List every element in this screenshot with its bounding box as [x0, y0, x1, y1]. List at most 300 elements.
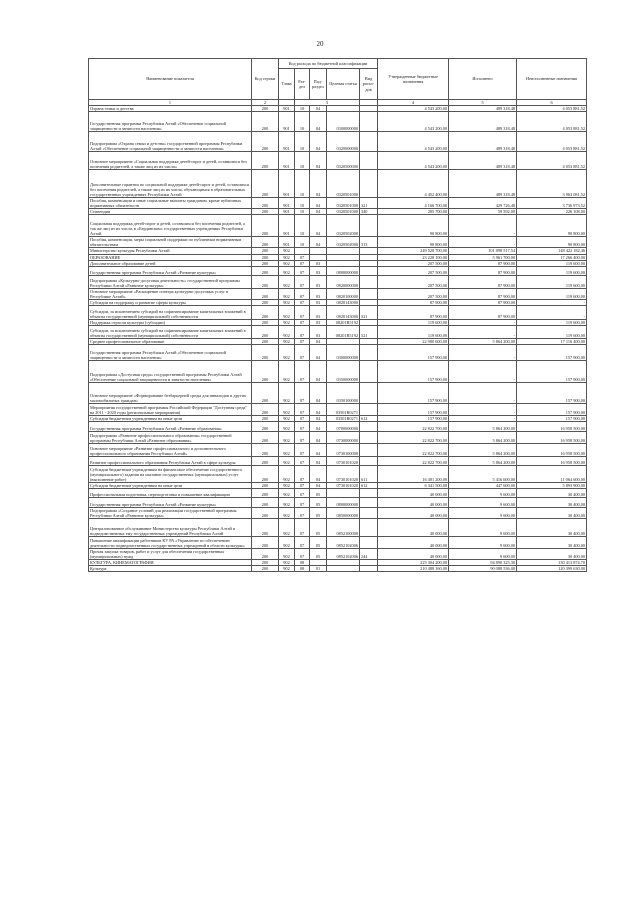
row-vid: [360, 152, 378, 170]
row-razdel: 07: [295, 483, 310, 489]
table-row: [89, 152, 587, 170]
table-row: [89, 537, 587, 549]
row-executed: 489 318,48: [449, 106, 517, 112]
row-vid: [360, 275, 378, 288]
row-podrazdel: 04: [310, 457, 327, 466]
row-executed: -: [449, 325, 517, 338]
row-glava: 902: [279, 248, 295, 254]
row-glava: 902: [279, 360, 295, 382]
row-name: Подпрограмма «Охрана семьи и детства» государственной программы Республики Алтай «Обеспечение социальной защищенности и занятости населения»: [89, 132, 252, 152]
row-podrazdel: 01: [310, 566, 327, 572]
row-target: 0730100000: [327, 444, 360, 457]
row-vid: 340: [360, 209, 378, 215]
row-razdel: 07: [295, 254, 310, 260]
row-vid: 612: [360, 415, 378, 421]
row-unexecuted: 11 064 600,00: [517, 466, 587, 483]
row-glava: 902: [279, 457, 295, 466]
row-glava: 902: [279, 415, 295, 421]
index-cell: 6: [517, 100, 587, 106]
row-name: Субсидии бюджетным учреждениям на иные цели: [89, 483, 252, 489]
row-glava: 902: [279, 498, 295, 508]
row-unexecuted: 30 400,00: [517, 537, 587, 549]
row-executed: 87 900,00: [449, 288, 517, 299]
budget-table: [88, 58, 587, 572]
row-code: 200: [252, 275, 279, 288]
table-row: [89, 132, 587, 152]
row-name: Основное мероприятие «Социальная поддержка детей-сирот и детей, оставшихся без попечения родителей, а также лиц из их числа»: [89, 152, 252, 170]
header-glava: Глава: [279, 69, 295, 100]
table-row: [89, 566, 587, 572]
row-name: Субсидии бюджетным учреждениям на финансовое обеспечение государственного (муниципального) задания на оказание государственных (муниципальных) услуг (выполнение работ): [89, 466, 252, 483]
row-podrazdel: 03: [310, 299, 327, 305]
row-unexecuted: 157 900,00: [517, 360, 587, 382]
row-name: Основное мероприятие «Формирование безбарьерной среды для инвалидов и других маломобильных граждан»: [89, 382, 252, 403]
row-razdel: 07: [295, 432, 310, 444]
row-name: Среднее профессиональное образование: [89, 338, 252, 344]
row-vid: [360, 360, 378, 382]
row-podrazdel: 04: [310, 209, 327, 215]
row-name: Прочая закупка товаров, работ и услуг для обеспечения государственных (муниципальных) нужд: [89, 549, 252, 560]
row-vid: [360, 132, 378, 152]
row-glava: 902: [279, 537, 295, 549]
row-razdel: 07: [295, 360, 310, 382]
row-executed: 87 900,00: [449, 275, 517, 288]
row-vid: [360, 215, 378, 237]
row-unexecuted: 148 422 182,46: [517, 248, 587, 254]
row-glava: 901: [279, 215, 295, 237]
table-row: [89, 198, 587, 209]
row-glava: 902: [279, 288, 295, 299]
row-vid: 612: [360, 483, 378, 489]
row-glava: 902: [279, 305, 295, 319]
row-approved: 207 500,00: [378, 266, 449, 275]
row-razdel: 10: [295, 209, 310, 215]
row-vid: [360, 444, 378, 457]
row-podrazdel: 04: [310, 483, 327, 489]
row-razdel: 10: [295, 237, 310, 248]
row-target: 0320502000: [327, 237, 360, 248]
row-podrazdel: 04: [310, 432, 327, 444]
row-code: 200: [252, 237, 279, 248]
row-name: Социальная поддержка детей-сирот и детей, оставшихся без попечения родителей, а так же лиц из их числа, в «Бердянском» государственных учреждениях Республики Алтай: [89, 215, 252, 237]
row-approved: 22 822 700,00: [378, 422, 449, 432]
row-code: 200: [252, 560, 279, 566]
row-podrazdel: 03: [310, 288, 327, 299]
row-name: Подпрограмма «Культурно-досуговая деятельность» государственной программы Республики Алтай «Развитие культуры»: [89, 275, 252, 288]
row-target: 0820100000: [327, 288, 360, 299]
row-target: 0730101020: [327, 466, 360, 483]
row-approved: 90 800,00: [378, 215, 449, 237]
row-target: 0800000000: [327, 266, 360, 275]
row-approved: 87 900,00: [378, 305, 449, 319]
row-code: 200: [252, 344, 279, 360]
row-code: 200: [252, 537, 279, 549]
table-row: [89, 266, 587, 275]
index-cell: 4: [378, 100, 449, 106]
row-name: Подпрограмма «Развитие профессионального образования» государственной программы Республики Алтай «Развитие образования»: [89, 432, 252, 444]
row-approved: 4 166 700,00: [378, 198, 449, 209]
row-name: Государственная программа Республики Алтай «Обеспечение социальной защищенности и занятости населения»: [89, 112, 252, 132]
row-vid: 521: [360, 305, 378, 319]
row-unexecuted: 119 600,00: [517, 325, 587, 338]
row-unexecuted: 90 800,00: [517, 215, 587, 237]
row-code: 200: [252, 152, 279, 170]
row-vid: 611: [360, 466, 378, 483]
row-code: 200: [252, 519, 279, 537]
row-glava: 901: [279, 132, 295, 152]
table-row: [89, 403, 587, 415]
row-target: 03501R0271: [327, 403, 360, 415]
row-name: Развитие профессионального образования Республики Алтай в сфере культуры: [89, 457, 252, 466]
row-unexecuted: 30 400,00: [517, 549, 587, 560]
row-unexecuted: 119 600,00: [517, 266, 587, 275]
row-executed: -: [449, 415, 517, 421]
row-approved: 4 543 200,00: [378, 106, 449, 112]
row-name: Пособия, компенсации, меры социальной поддержки по публичным нормативным обязательствам: [89, 237, 252, 248]
row-glava: 902: [279, 299, 295, 305]
table-row: [89, 432, 587, 444]
row-target: 0350000000: [327, 360, 360, 382]
row-approved: 22 822 700,00: [378, 457, 449, 466]
row-executed: 447 600,00: [449, 483, 517, 489]
row-approved: 157 900,00: [378, 415, 449, 421]
row-podrazdel: 04: [310, 338, 327, 344]
table-row: [89, 457, 587, 466]
row-name: Культура: [89, 566, 252, 572]
row-vid: [360, 498, 378, 508]
row-target: 0820000000: [327, 275, 360, 288]
row-unexecuted: 4 053 881,52: [517, 112, 587, 132]
row-glava: 902: [279, 444, 295, 457]
table-row: [89, 489, 587, 498]
row-name: Государственная программа Республики Алтай «Развитие образования»: [89, 422, 252, 432]
table-row: [89, 275, 587, 288]
row-name: Мероприятия государственной программы Российской Федерации "Доступная среда" на 2011 - 2020 годы (региональные мероприятия): [89, 403, 252, 415]
header-target: Целевая статья: [327, 69, 360, 100]
table-row: [89, 344, 587, 360]
row-unexecuted: 157 900,00: [517, 382, 587, 403]
row-podrazdel: 04: [310, 132, 327, 152]
row-unexecuted: 5 893 900,00: [517, 483, 587, 489]
row-razdel: 07: [295, 382, 310, 403]
row-approved: 16 481 200,00: [378, 466, 449, 483]
row-glava: 901: [279, 112, 295, 132]
row-name: Повышение квалификации работников КУ РА «Управление по обеспечению деятельности подведомственных государственных учреждений в области культуры»: [89, 537, 252, 549]
row-vid: [360, 266, 378, 275]
table-row: [89, 466, 587, 483]
row-code: 200: [252, 566, 279, 572]
table-row: [89, 360, 587, 382]
row-unexecuted: 4 053 881,52: [517, 132, 587, 152]
row-podrazdel: 05: [310, 537, 327, 549]
row-code: 200: [252, 132, 279, 152]
row-executed: 5 864 200,00: [449, 457, 517, 466]
row-target: 0820143000: [327, 305, 360, 319]
row-executed: 489 318,48: [449, 132, 517, 152]
row-target: 0300000000: [327, 112, 360, 132]
row-podrazdel: 04: [310, 112, 327, 132]
row-unexecuted: -: [517, 299, 587, 305]
page-number: 20: [316, 40, 324, 48]
row-approved: 40 000,00: [378, 489, 449, 498]
row-executed: 489 318,48: [449, 170, 517, 198]
row-code: 200: [252, 170, 279, 198]
row-unexecuted: -: [517, 305, 587, 319]
row-executed: 9 600,00: [449, 537, 517, 549]
row-approved: 210 488 160,00: [378, 566, 449, 572]
row-code: 200: [252, 483, 279, 489]
row-glava: 902: [279, 466, 295, 483]
row-name: Подпрограмма «Доступная среда» государственной программы Республики Алтай «Обеспечение социальной защищенности и занятости населения»: [89, 360, 252, 382]
row-approved: 157 900,00: [378, 360, 449, 382]
row-target: 0700000000: [327, 422, 360, 432]
row-target: 0852102006: [327, 537, 360, 549]
row-glava: 901: [279, 237, 295, 248]
row-name: Пособия, компенсации и иные социальные выплаты гражданам, кроме публичных нормативных обязательств: [89, 198, 252, 209]
row-approved: 4 543 200,00: [378, 112, 449, 132]
row-name: Субсидии, за исключением субсидий на софинансирование капитальных вложений в объекты государственной (муниципальной) собственности: [89, 305, 252, 319]
row-target: 0300000000: [327, 344, 360, 360]
row-razdel: 07: [295, 275, 310, 288]
row-code: 200: [252, 106, 279, 112]
table-row: [89, 299, 587, 305]
row-razdel: 08: [295, 560, 310, 566]
row-glava: 902: [279, 254, 295, 260]
row-code: 200: [252, 432, 279, 444]
row-glava: 902: [279, 560, 295, 566]
row-executed: -: [449, 237, 517, 248]
row-executed: 5 864 200,00: [449, 338, 517, 344]
row-target: 0320501000: [327, 170, 360, 198]
row-vid: [360, 519, 378, 537]
row-approved: 4 543 200,00: [378, 152, 449, 170]
row-glava: 902: [279, 403, 295, 415]
row-unexecuted: 16 958 500,00: [517, 444, 587, 457]
row-code: 200: [252, 254, 279, 260]
row-name: Профессиональная подготовка, переподготовка и повышение квалификации: [89, 489, 252, 498]
row-executed: 87 900,00: [449, 266, 517, 275]
row-razdel: 07: [295, 299, 310, 305]
row-target: 03501R0271: [327, 415, 360, 421]
row-razdel: 07: [295, 325, 310, 338]
row-code: 200: [252, 489, 279, 498]
row-vid: [360, 403, 378, 415]
row-razdel: 10: [295, 198, 310, 209]
row-name: Стипендии: [89, 209, 252, 215]
row-executed: 5 961 700,00: [449, 254, 517, 260]
row-target: 0320502000: [327, 215, 360, 237]
index-cell: 5: [449, 100, 517, 106]
header-executed: Исполнено: [449, 59, 517, 100]
row-unexecuted: 4 053 881,52: [517, 152, 587, 170]
row-approved: 157 900,00: [378, 344, 449, 360]
row-unexecuted: 119 600,00: [517, 288, 587, 299]
row-code: 200: [252, 215, 279, 237]
row-vid: 521: [360, 325, 378, 338]
row-unexecuted: 119 600,00: [517, 260, 587, 266]
row-unexecuted: 157 900,00: [517, 344, 587, 360]
row-vid: 321: [360, 198, 378, 209]
row-glava: 901: [279, 198, 295, 209]
row-approved: 40 000,00: [378, 549, 449, 560]
row-name: Министерство культуры Республики Алтай: [89, 248, 252, 254]
row-name: Субсидии бюджетным учреждениям на иные цели: [89, 415, 252, 421]
row-executed: 87 900,00: [449, 260, 517, 266]
row-executed: -: [449, 344, 517, 360]
row-glava: 902: [279, 508, 295, 519]
row-unexecuted: 17 116 400,00: [517, 338, 587, 344]
row-glava: 902: [279, 344, 295, 360]
row-approved: 4 452 400,00: [378, 170, 449, 198]
row-razdel: 10: [295, 152, 310, 170]
row-podrazdel: 04: [310, 152, 327, 170]
row-glava: 902: [279, 549, 295, 560]
row-executed: 5 864 200,00: [449, 432, 517, 444]
row-vid: 313: [360, 237, 378, 248]
row-executed: 429 726,48: [449, 198, 517, 209]
row-vid: [360, 432, 378, 444]
row-approved: 207 500,00: [378, 260, 449, 266]
row-podrazdel: 04: [310, 215, 327, 237]
row-target: 08201R5192: [327, 325, 360, 338]
row-glava: 902: [279, 382, 295, 403]
row-unexecuted: 16 958 500,00: [517, 422, 587, 432]
row-podrazdel: 04: [310, 466, 327, 483]
row-podrazdel: 05: [310, 519, 327, 537]
row-glava: 902: [279, 319, 295, 325]
row-podrazdel: 04: [310, 444, 327, 457]
table-row: [89, 325, 587, 338]
row-target: 08201R5192: [327, 319, 360, 325]
row-razdel: 07: [295, 338, 310, 344]
row-target: [327, 566, 360, 572]
row-executed: 59 592,00: [449, 209, 517, 215]
row-name: Основное мероприятие «Расширение спектра культурно-досуговых услуг в Республике Алтай»: [89, 288, 252, 299]
row-unexecuted: 30 400,00: [517, 498, 587, 508]
row-target: 0320501000: [327, 198, 360, 209]
row-razdel: 07: [295, 403, 310, 415]
row-approved: 23 228 100,00: [378, 254, 449, 260]
row-code: 200: [252, 403, 279, 415]
row-glava: 902: [279, 566, 295, 572]
row-razdel: 07: [295, 466, 310, 483]
row-podrazdel: 04: [310, 382, 327, 403]
row-approved: 40 000,00: [378, 508, 449, 519]
row-podrazdel: 05: [310, 549, 327, 560]
row-code: 200: [252, 457, 279, 466]
row-approved: 119 600,00: [378, 325, 449, 338]
row-name: Дополнительное образование детей: [89, 260, 252, 266]
row-code: 200: [252, 248, 279, 254]
row-razdel: 07: [295, 344, 310, 360]
row-approved: 285 700,00: [378, 209, 449, 215]
row-executed: 5 864 200,00: [449, 422, 517, 432]
row-unexecuted: 130 413 874,70: [517, 560, 587, 566]
row-unexecuted: 30 400,00: [517, 519, 587, 537]
row-code: 200: [252, 466, 279, 483]
row-vid: [360, 288, 378, 299]
row-name: Государственная программа Республики Алтай «Обеспечение социальной защищенности и занятости населения»: [89, 344, 252, 360]
row-code: 200: [252, 422, 279, 432]
row-code: 200: [252, 325, 279, 338]
row-code: 200: [252, 288, 279, 299]
row-approved: 157 900,00: [378, 382, 449, 403]
table-row: [89, 170, 587, 198]
row-glava: 902: [279, 489, 295, 498]
row-code: 200: [252, 360, 279, 382]
row-glava: 901: [279, 106, 295, 112]
row-razdel: 10: [295, 170, 310, 198]
row-executed: 9 600,00: [449, 508, 517, 519]
row-glava: 901: [279, 209, 295, 215]
row-name: Охрана семьи и детства: [89, 106, 252, 112]
row-podrazdel: 03: [310, 305, 327, 319]
row-unexecuted: 157 900,00: [517, 403, 587, 415]
row-code: 200: [252, 112, 279, 132]
row-glava: 902: [279, 325, 295, 338]
row-target: 0730101020: [327, 457, 360, 466]
row-vid: [360, 170, 378, 198]
row-name: Централизованное обслуживание Министерства культуры Республики Алтай и подведомственных ему государственных учреждений Республики Алтай: [89, 519, 252, 537]
row-podrazdel: 04: [310, 415, 327, 421]
row-approved: 40 000,00: [378, 519, 449, 537]
row-razdel: 07: [295, 415, 310, 421]
row-vid: [360, 112, 378, 132]
row-glava: 902: [279, 483, 295, 489]
row-razdel: 10: [295, 132, 310, 152]
row-podrazdel: 05: [310, 508, 327, 519]
row-unexecuted: 30 400,00: [517, 508, 587, 519]
row-target: 0320501000: [327, 209, 360, 215]
row-name: Государственная программа Республики Алтай «Развитие культуры»: [89, 266, 252, 275]
row-name: Поддержка отрасли культуры (субсидии): [89, 319, 252, 325]
row-unexecuted: 3 736 973,52: [517, 198, 587, 209]
row-approved: 4 543 200,00: [378, 132, 449, 152]
row-name: ОБРАЗОВАНИЕ: [89, 254, 252, 260]
row-executed: -: [449, 360, 517, 382]
row-glava: 902: [279, 266, 295, 275]
row-unexecuted: 119 600,00: [517, 275, 587, 288]
row-approved: 22 822 700,00: [378, 432, 449, 444]
row-unexecuted: 157 900,00: [517, 415, 587, 421]
row-razdel: 07: [295, 489, 310, 498]
row-vid: [360, 508, 378, 519]
row-razdel: 07: [295, 457, 310, 466]
row-unexecuted: 3 963 081,52: [517, 170, 587, 198]
table-row: [89, 549, 587, 560]
row-executed: 90 088 536,00: [449, 566, 517, 572]
row-approved: 22 980 600,00: [378, 338, 449, 344]
row-executed: 9 600,00: [449, 549, 517, 560]
row-executed: -: [449, 215, 517, 237]
table-row: [89, 288, 587, 299]
row-executed: 87 900,00: [449, 305, 517, 319]
row-podrazdel: 03: [310, 260, 327, 266]
row-razdel: 07: [295, 288, 310, 299]
row-name: Основное мероприятие «Развитие профессионального и дополнительного профессионального образования Республики Алтай»: [89, 444, 252, 457]
row-unexecuted: 120 399 630,00: [517, 566, 587, 572]
row-unexecuted: 30 400,00: [517, 489, 587, 498]
row-approved: 157 900,00: [378, 403, 449, 415]
row-podrazdel: 04: [310, 422, 327, 432]
table-row: [89, 112, 587, 132]
row-approved: 40 000,00: [378, 537, 449, 549]
row-podrazdel: 04: [310, 106, 327, 112]
row-name: КУЛЬТУРА, КИНЕМАТОГРАФИЯ: [89, 560, 252, 566]
row-executed: 489 318,48: [449, 112, 517, 132]
row-target: 0820143000: [327, 299, 360, 305]
row-unexecuted: 226 108,00: [517, 209, 587, 215]
